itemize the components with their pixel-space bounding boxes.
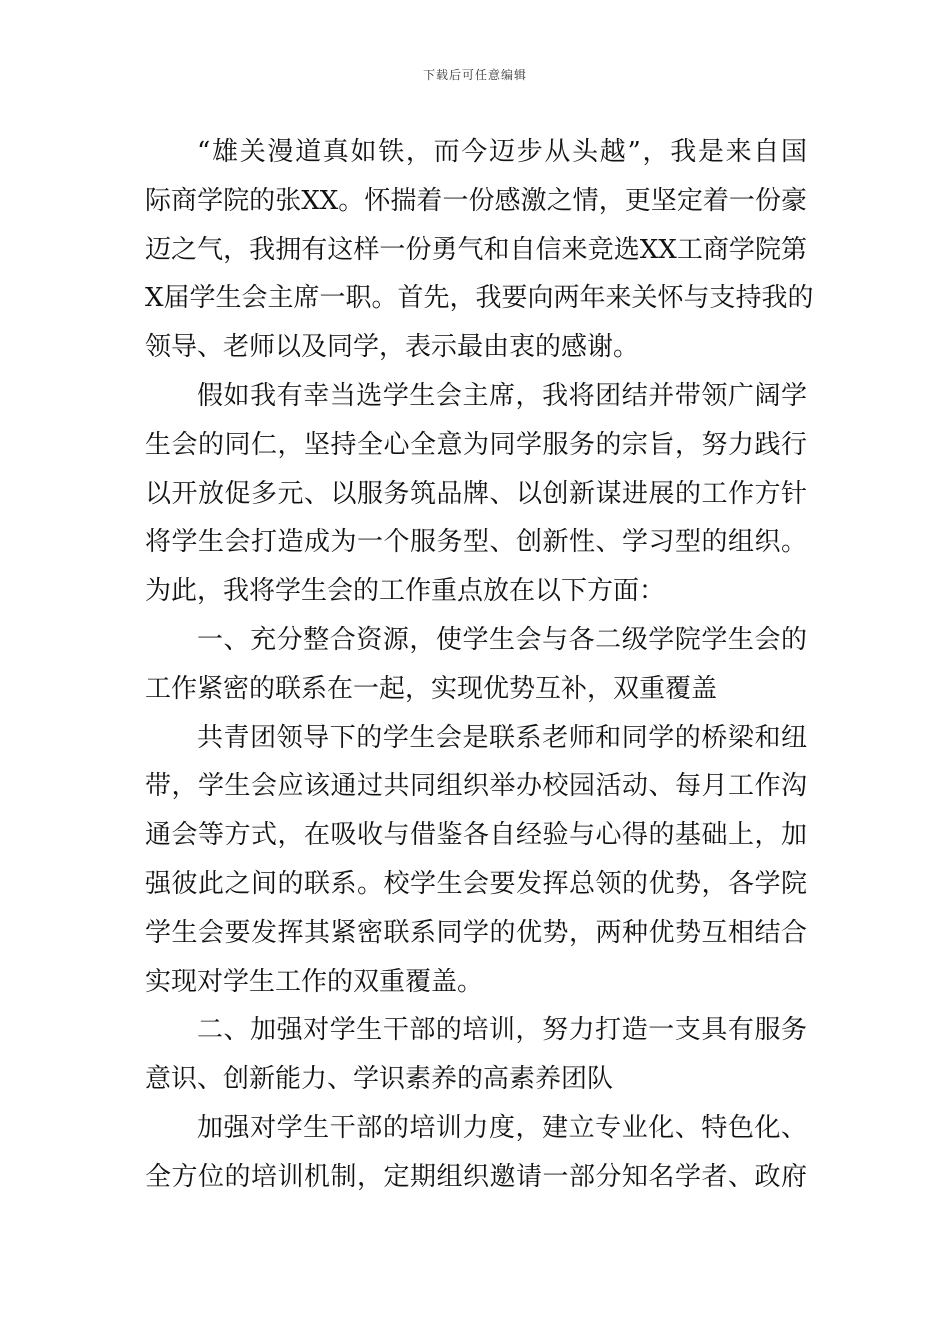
text-line: 带，学生会应该通过共同组织举办校园活动、每月工作沟: [145, 771, 807, 802]
text-line: 通会等方式，在吸收与借鉴各自经验与心得的基础上，加: [145, 820, 807, 851]
document-body: [145, 128, 814, 1202]
text-line: 强彼此之间的联系。校学生会要发挥总领的优势，各学院: [145, 868, 807, 899]
text-line: 意识、创新能力、学识素养的高素养团队: [145, 1064, 614, 1095]
text-line: 一、充分整合资源，使学生会与各二级学院学生会的: [197, 624, 807, 655]
text-line: X届学生会主席一职。首先，我要向两年来关怀与支持我的: [145, 283, 814, 314]
text-line: 迈之气，我拥有这样一份勇气和自信来竞选XX工商学院第: [145, 234, 807, 265]
text-line: 生会的同仁，坚持全心全意为同学服务的宗旨，努力践行: [145, 429, 807, 460]
header-note: 下载后可任意编辑: [422, 68, 527, 82]
text-line: 工作紧密的联系在一起，实现优势互补，双重覆盖: [145, 673, 718, 704]
text-line: 实现对学生工作的双重覆盖。: [145, 966, 484, 997]
text-line: 际商学院的张XX。怀揣着一份感激之情，更坚定着一份豪: [145, 185, 807, 216]
text-line: 将学生会打造成为一个服务型、创新性、学习型的组织。: [145, 527, 807, 558]
text-line: 全方位的培训机制，定期组织邀请一部分知名学者、政府: [145, 1161, 807, 1192]
text-line: 加强对学生干部的培训力度，建立专业化、特色化、: [197, 1112, 807, 1143]
text-line: 为此，我将学生会的工作重点放在以下方面：: [145, 576, 666, 607]
text-line: 领导、老师以及同学，表示最由衷的感谢。: [145, 332, 640, 363]
text-line: 学生会要发挥其紧密联系同学的优势，两种优势互相结合: [145, 917, 807, 948]
text-line: 以开放促多元、以服务筑品牌、以创新谋进展的工作方针: [145, 478, 807, 509]
text-line: 二、加强对学生干部的培训，努力打造一支具有服务: [197, 1015, 807, 1046]
text-line: 假如我有幸当选学生会主席，我将团结并带领广阔学: [197, 380, 807, 411]
text-line: “雄关漫道真如铁，而今迈步从头越”，我是来自国: [197, 137, 807, 167]
text-line: 共青团领导下的学生会是联系老师和同学的桥梁和纽: [197, 722, 807, 753]
